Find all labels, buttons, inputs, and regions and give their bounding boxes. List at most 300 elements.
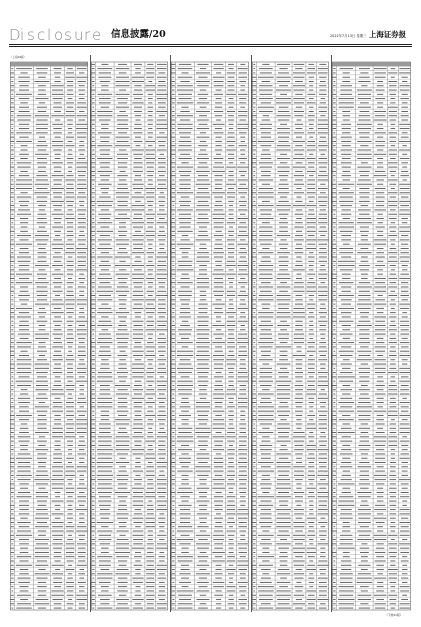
table-cell-text — [177, 492, 193, 493]
table-cell-text — [333, 68, 335, 69]
table-cell-text — [115, 552, 130, 553]
table-cell-text — [216, 321, 221, 322]
table-cell-text — [172, 466, 175, 467]
table-cell-text — [182, 586, 189, 587]
table-cell-text — [376, 227, 385, 228]
table-cell-text — [158, 197, 165, 198]
table-cell-text — [215, 261, 222, 262]
table-cell-text — [157, 543, 167, 544]
table-cell-text — [178, 394, 191, 395]
table-cell-text — [253, 312, 255, 313]
table-cell-text — [11, 184, 14, 185]
table-cell-text — [377, 586, 384, 587]
table-cell-text — [35, 334, 49, 335]
table-cell-text — [147, 488, 154, 489]
table-cell-text — [16, 132, 32, 133]
table-cell-text — [358, 466, 372, 467]
table-cell-text — [172, 509, 174, 510]
table-cell-text — [92, 81, 95, 82]
table-cell-text — [212, 171, 225, 172]
table-cell-text — [172, 552, 175, 553]
table-cell-text — [52, 90, 63, 91]
table-cell-text — [11, 496, 13, 497]
table-cell-text — [179, 180, 191, 181]
table-cell-text — [375, 471, 384, 472]
table-cell-text — [97, 402, 112, 403]
table-cell-text — [227, 261, 235, 262]
table-cell-text — [342, 180, 349, 181]
table-cell-text — [358, 308, 371, 309]
table-cell-text — [376, 252, 384, 253]
table-cell-text — [180, 406, 191, 407]
table-cell-text — [199, 248, 207, 249]
table-cell-text — [399, 231, 410, 232]
table-cell-text — [308, 120, 314, 121]
table-cell-text — [229, 372, 234, 373]
table-cell-text — [67, 287, 72, 288]
table-cell-text — [212, 304, 224, 305]
table-cell-text — [200, 141, 206, 142]
table-cell-text — [374, 120, 387, 121]
table-cell-text — [99, 274, 111, 275]
table-cell-text — [11, 77, 14, 78]
table-cell-text — [361, 278, 368, 279]
table-cell-text — [277, 235, 290, 236]
table-cell-text — [177, 102, 193, 103]
table-cell-text — [37, 162, 47, 163]
table-cell-text — [78, 158, 85, 159]
table-cell-text — [181, 411, 188, 412]
table-cell-text — [213, 419, 224, 420]
table-cell-text — [97, 406, 112, 407]
table-cell-text — [374, 175, 387, 176]
table-cell-text — [401, 475, 408, 476]
table-cell-text — [177, 531, 193, 532]
table-cell-text — [377, 531, 383, 532]
table-cell-text — [216, 317, 221, 318]
table-cell-text — [333, 466, 335, 467]
table-cell-text — [179, 364, 192, 365]
table-cell-text — [213, 539, 224, 540]
table-cell-text — [402, 359, 408, 360]
table-cell-text — [238, 111, 247, 112]
table-cell-text — [239, 488, 247, 489]
table-cell-text — [229, 98, 234, 99]
table-cell-text — [66, 385, 75, 386]
table-cell-text — [181, 338, 189, 339]
table-cell-text — [19, 513, 30, 514]
table-cell-text — [261, 355, 270, 356]
table-cell-text — [133, 218, 143, 219]
table-cell-text — [341, 214, 351, 215]
table-cell-text — [229, 445, 233, 446]
table-cell-text — [65, 252, 74, 253]
table-cell-text — [92, 513, 94, 514]
table-cell-text — [318, 68, 328, 69]
table-cell-text — [359, 282, 370, 283]
table-cell-text — [39, 402, 45, 403]
table-cell-text — [333, 458, 335, 459]
table-cell-text — [11, 132, 14, 133]
table-cell-text — [148, 269, 154, 270]
table-cell-text — [79, 94, 85, 95]
table-cell-text — [79, 376, 85, 377]
table-cell-text — [253, 209, 255, 210]
table-cell-text — [375, 346, 386, 347]
table-cell-text — [276, 509, 291, 510]
table-cell-text — [67, 94, 74, 95]
table-cell-text — [229, 107, 234, 108]
table-cell-text — [276, 496, 290, 497]
table-cell-text — [359, 428, 370, 429]
table-cell-text — [172, 475, 175, 476]
table-cell-text — [116, 599, 129, 600]
table-cell-text — [101, 261, 110, 262]
table-cell-text — [280, 154, 287, 155]
table-cell-text — [182, 346, 189, 347]
table-cell-text — [146, 608, 154, 609]
table-cell-text — [229, 578, 233, 579]
table-cell-text — [377, 492, 384, 493]
table-cell-text — [172, 531, 174, 532]
table-cell-text — [16, 274, 32, 275]
table-cell-text — [148, 419, 153, 420]
table-cell-text — [239, 231, 246, 232]
table-cell-text — [157, 501, 167, 502]
table-column-1 — [10, 55, 88, 612]
table-cell-text — [358, 244, 371, 245]
table-cell-text — [198, 154, 207, 155]
table-cell-text — [280, 239, 286, 240]
table-cell-text — [359, 329, 369, 330]
table-cell-text — [16, 244, 32, 245]
table-cell-text — [52, 428, 62, 429]
table-cell-text — [20, 445, 28, 446]
table-cell-text — [55, 569, 60, 570]
table-cell-text — [172, 115, 175, 116]
table-cell-text — [181, 548, 188, 549]
table-cell-text — [68, 496, 73, 497]
table-cell-text — [146, 471, 154, 472]
table-cell-text — [277, 209, 290, 210]
table-cell-text — [55, 505, 61, 506]
table-cell-text — [388, 72, 397, 73]
table-cell-text — [339, 591, 354, 592]
table-cell-text — [399, 543, 410, 544]
table-cell-text — [253, 261, 255, 262]
table-cell-text — [66, 543, 74, 544]
table-cell-text — [100, 141, 109, 142]
table-cell-text — [308, 257, 315, 258]
table-cell-text — [229, 304, 234, 305]
table-cell-text — [148, 137, 153, 138]
table-cell-text — [389, 342, 397, 343]
table-cell-text — [238, 338, 248, 339]
table-cell-text — [333, 85, 336, 86]
table-cell-text — [68, 154, 73, 155]
table-cell-text — [319, 329, 326, 330]
table-cell-text — [308, 359, 315, 360]
table-cell-text — [390, 466, 396, 467]
table-cell-text — [361, 235, 368, 236]
table-cell-text — [401, 492, 409, 493]
table-cell-text — [172, 381, 175, 382]
table-cell-text — [213, 428, 225, 429]
table-cell-text — [146, 291, 154, 292]
table-cell-text — [11, 445, 13, 446]
table-cell-text — [296, 218, 302, 219]
table-cell-text — [215, 184, 222, 185]
table-cell-text — [135, 257, 140, 258]
table-cell-text — [260, 385, 272, 386]
table-cell-text — [148, 261, 153, 262]
table-cell-text — [390, 120, 396, 121]
table-cell-text — [178, 505, 191, 506]
table-cell-text — [341, 137, 352, 138]
table-cell-text — [390, 509, 396, 510]
table-cell-text — [295, 501, 303, 502]
table-cell-text — [98, 278, 113, 279]
table-cell-text — [147, 513, 154, 514]
table-cell-text — [197, 436, 209, 437]
table-cell-text — [132, 351, 143, 352]
table-cell-text — [278, 603, 290, 604]
table-cell-text — [53, 334, 63, 335]
table-cell-text — [262, 81, 270, 82]
table-cell-text — [377, 184, 383, 185]
table-cell-text — [116, 338, 128, 339]
table-cell-text — [53, 599, 63, 600]
table-cell-text — [340, 269, 353, 270]
table-cell-text — [374, 539, 386, 540]
table-cell-text — [360, 72, 368, 73]
table-cell-text — [278, 569, 289, 570]
table-cell-text — [253, 595, 256, 596]
table-cell-text — [92, 175, 95, 176]
table-cell-text — [333, 308, 335, 309]
table-cell-text — [240, 312, 245, 313]
table-cell-text — [259, 346, 272, 347]
table-cell-text — [68, 132, 73, 133]
table-cell-text — [227, 389, 235, 390]
table-cell-text — [10, 415, 14, 416]
table-cell-text — [146, 454, 155, 455]
table-cell-text — [252, 402, 256, 403]
table-cell-text — [261, 175, 270, 176]
table-cell-text — [179, 171, 192, 172]
table-cell-text — [172, 603, 175, 604]
table-cell-text — [240, 299, 245, 300]
table-cell-text — [308, 398, 314, 399]
table-cell-text — [339, 252, 353, 253]
table-cell-text — [200, 483, 207, 484]
table-cell-text — [133, 505, 144, 506]
table-cell-text — [119, 222, 126, 223]
table-cell-text — [37, 359, 47, 360]
table-cell-text — [19, 543, 29, 544]
table-cell-text — [35, 552, 49, 553]
table-cell-text — [10, 424, 14, 425]
table-cell-text — [147, 505, 153, 506]
table-cell-text — [307, 389, 315, 390]
table-cell-text — [52, 466, 63, 467]
table-cell-text — [20, 428, 29, 429]
table-cell-text — [135, 115, 141, 116]
table-cell-text — [239, 531, 246, 532]
table-cell-text — [157, 389, 166, 390]
table-cell-text — [11, 265, 13, 266]
table-cell-text — [198, 419, 209, 420]
table-cell-text — [116, 436, 130, 437]
table-cell-text — [35, 389, 48, 390]
table-cell-text — [259, 235, 272, 236]
table-cell-text — [339, 496, 353, 497]
table-cell-text — [135, 231, 141, 232]
table-cell-text — [229, 282, 233, 283]
table-cell-text — [259, 162, 273, 163]
table-cell-text — [181, 466, 189, 467]
table-cell-text — [66, 295, 74, 296]
table-cell-text — [258, 432, 273, 433]
table-cell-text — [181, 402, 189, 403]
table-cell-text — [307, 231, 316, 232]
table-cell-text — [54, 445, 60, 446]
table-cell-text — [376, 565, 384, 566]
table-cell-text — [92, 287, 95, 288]
table-cell-text — [92, 94, 94, 95]
table-cell-text — [77, 432, 87, 433]
table-cell-text — [260, 424, 272, 425]
table-cell-text — [338, 376, 355, 377]
table-cell-text — [118, 102, 127, 103]
table-cell-text — [133, 582, 143, 583]
table-cell-text — [340, 231, 353, 232]
table-cell-text — [67, 381, 72, 382]
table-cell-text — [276, 346, 291, 347]
table-cell-text — [52, 475, 62, 476]
table-cell-text — [293, 539, 304, 540]
table-cell-text — [135, 342, 142, 343]
table-cell-text — [308, 197, 315, 198]
table-cell-text — [215, 591, 221, 592]
table-cell-text — [277, 513, 289, 514]
table-cell-text — [133, 244, 143, 245]
table-cell-text — [52, 471, 63, 472]
table-cell-text — [332, 552, 336, 553]
table-cell-text — [38, 535, 46, 536]
table-cell-text — [159, 471, 164, 472]
table-cell-text — [278, 120, 290, 121]
table-cell-text — [400, 205, 409, 206]
table-cell-text — [216, 513, 221, 514]
table-cell-text — [119, 565, 127, 566]
table-cell-text — [277, 295, 291, 296]
table-cell-text — [258, 77, 274, 78]
table-cell-text — [400, 175, 409, 176]
table-cell-text — [133, 518, 144, 519]
table-cell-text — [92, 150, 94, 151]
table-cell-text — [279, 359, 288, 360]
table-cell-text — [333, 107, 335, 108]
table-cell-text — [318, 458, 327, 459]
table-cell-text — [159, 244, 164, 245]
table-cell-text — [158, 261, 166, 262]
table-cell-text — [295, 115, 304, 116]
table-cell-text — [172, 505, 174, 506]
table-cell-text — [320, 308, 326, 309]
table-cell-text — [181, 376, 190, 377]
table-cell-text — [360, 586, 369, 587]
table-cell-text — [378, 222, 383, 223]
table-cell-text — [101, 90, 109, 91]
table-cell-text — [91, 72, 95, 73]
table-cell-text — [67, 158, 74, 159]
table-cell-text — [376, 192, 384, 193]
table-cell-text — [228, 248, 235, 249]
table-cell-text — [339, 107, 354, 108]
table-cell-text — [179, 227, 190, 228]
table-cell-text — [54, 338, 61, 339]
table-cell-text — [238, 376, 248, 377]
table-cell-text — [377, 398, 384, 399]
table-cell-text — [67, 334, 73, 335]
table-cell-text — [196, 428, 211, 429]
table-cell-text — [309, 137, 313, 138]
table-cell-text — [92, 492, 94, 493]
table-cell-text — [294, 287, 304, 288]
table-cell-text — [157, 372, 166, 373]
table-cell-text — [147, 304, 154, 305]
table-cell-text — [39, 308, 45, 309]
table-cell-text — [333, 518, 335, 519]
table-cell-text — [296, 415, 303, 416]
table-cell-text — [117, 539, 129, 540]
table-cell-text — [135, 175, 141, 176]
table-cell-text — [117, 518, 128, 519]
table-cell-text — [132, 102, 143, 103]
table-cell-text — [118, 402, 128, 403]
table-cell-text — [36, 239, 49, 240]
table-cell-text — [116, 81, 130, 82]
table-cell-text — [79, 492, 84, 493]
table-cell-text — [134, 346, 143, 347]
table-cell-text — [309, 406, 313, 407]
table-cell-text — [52, 94, 64, 95]
table-cell-text — [361, 569, 368, 570]
table-cell-text — [214, 471, 224, 472]
table-cell-text — [340, 406, 352, 407]
table-cell-text — [67, 445, 72, 446]
table-cell-text — [11, 235, 13, 236]
table-cell-text — [319, 94, 327, 95]
table-cell-text — [333, 402, 335, 403]
table-cell-text — [215, 445, 223, 446]
table-cell-text — [238, 180, 248, 181]
table-cell-text — [145, 141, 155, 142]
table-cell-text — [146, 522, 155, 523]
table-cell-text — [333, 424, 336, 425]
table-cell-text — [341, 364, 352, 365]
table-cell-text — [78, 573, 85, 574]
table-cell-text — [389, 85, 396, 86]
table-cell-text — [156, 124, 167, 125]
table-cell-text — [159, 428, 164, 429]
table-cell-text — [159, 552, 164, 553]
table-cell-text — [11, 72, 14, 73]
table-cell-text — [400, 552, 409, 553]
table-cell-text — [79, 441, 85, 442]
table-cell-text — [197, 381, 208, 382]
